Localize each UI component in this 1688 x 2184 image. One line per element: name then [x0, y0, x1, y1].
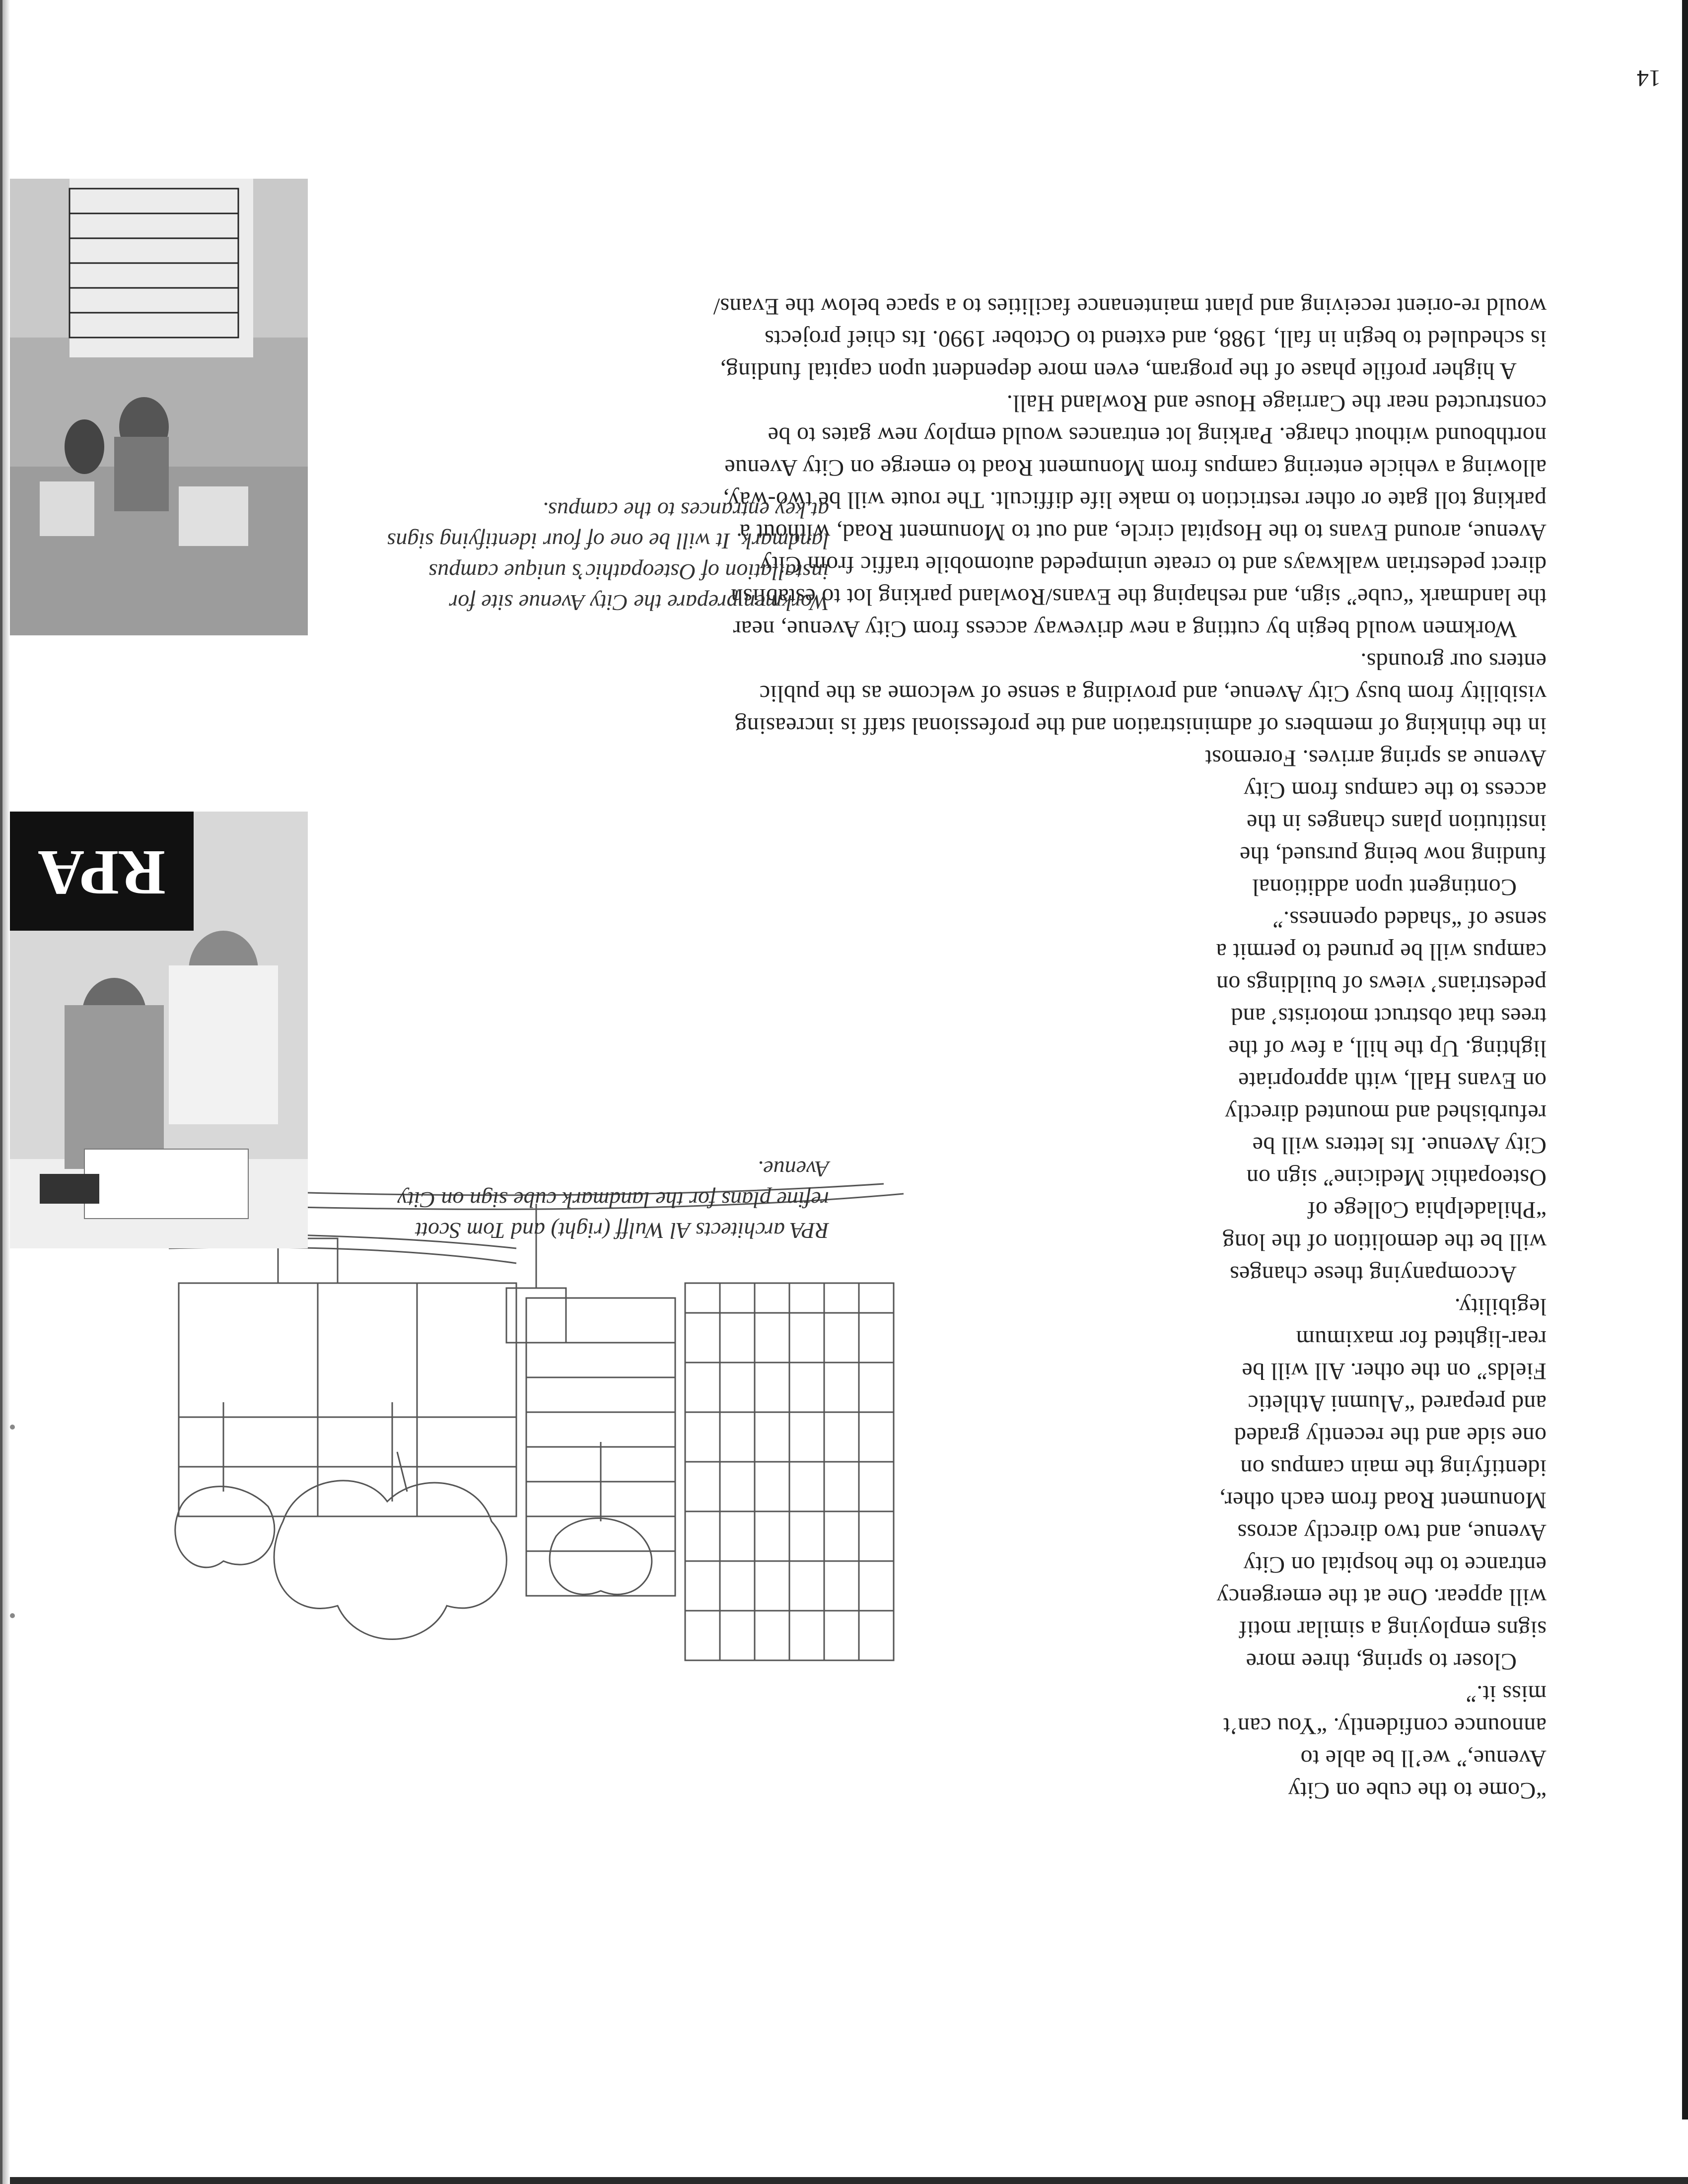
body-paragraph: “Come to the cube on City Avenue,” we’ll be able to announce confidently. “You can’t miss it.”	[1223, 1681, 1547, 1804]
page-frame-edge	[1682, 0, 1688, 2119]
architects-photo	[10, 812, 308, 1248]
page-number: 14	[1637, 65, 1661, 91]
body-paragraph: Closer to spring, three more signs employing a similar motif will appear. One at the emergency entrance to the hospital on City Avenue, and two directly across Monument Road from each other, identifying the main campus on one side and the recently graded and prepared “Alumni Athletic Fields” on the other. All will be rear-lighted for maximum legibility.	[1216, 1294, 1547, 1675]
body-paragraph: A higher profile phase of the program, even more dependent upon capital funding, is scheduled to begin in fall, 1988, and extend to October 1990. Its chief projects would re-orient receiving and plant maintenance facilities to a space below the Evans/	[713, 293, 1547, 384]
body-paragraph: Contingent upon additional funding now being pursued, the institution plans changes in the access to the campus from City Avenue as spring arrives. Foremost in the thinking of members of administration and the professional staff is increasing visibility from busy City Avenue, and providing a sense of welcome as the public enters our grounds.	[735, 648, 1547, 900]
architects-caption: RPA architects Al Wulff (right) and Tom Scott refine plans for the landmark cube sign on City Avenue.	[397, 1157, 829, 1243]
binding-hole	[10, 1425, 15, 1430]
page-frame-edge	[0, 0, 2, 2184]
page-frame-edge	[0, 2177, 1688, 2184]
workmen-photo	[10, 179, 308, 635]
text-wrap-space	[703, 772, 1194, 1740]
binding-hole	[10, 1613, 15, 1618]
workmen-caption: Workmen prepare the City Avenue site for installation of Osteopathic’s unique campus landmark. It will be one of four identifying signs at key entrances to the campus.	[387, 498, 829, 615]
body-paragraph: Workmen would begin by cutting a new driveway access from City Avenue, near the landmark “cube” sign, and reshaping the Evans/Rowland parking lot to establish direct pedestrian walkways and to create unimpeded automobile traffic from City Avenue, around Evans to the Hospital circle, and out to Monument Road, without a parking toll gate or other restriction to make life difficult. The route will be two-way, allowing a vehicle entering campus from Monument Road to emerge on City Avenue northbound without charge. Parking lot entrances would employ new gates to be constructed near the Carriage House and Rowland Hall.	[723, 390, 1547, 642]
rpa-sign-text: RPA	[38, 837, 166, 908]
body-paragraph: Accompanying these changes will be the demolition of the long “Philadelphia College of Osteopathic Medicine” sign on City Avenue. Its letters will be refurbished and mounted directly on Evans Hall, with appropriate lighting. Up the hill, a few of the trees that obstruct motorists’ and pedestrians’ views of buildings on campus will be pruned to permit a sense of “shaded openness.”	[1216, 906, 1547, 1288]
article-body	[703, 290, 1547, 1807]
